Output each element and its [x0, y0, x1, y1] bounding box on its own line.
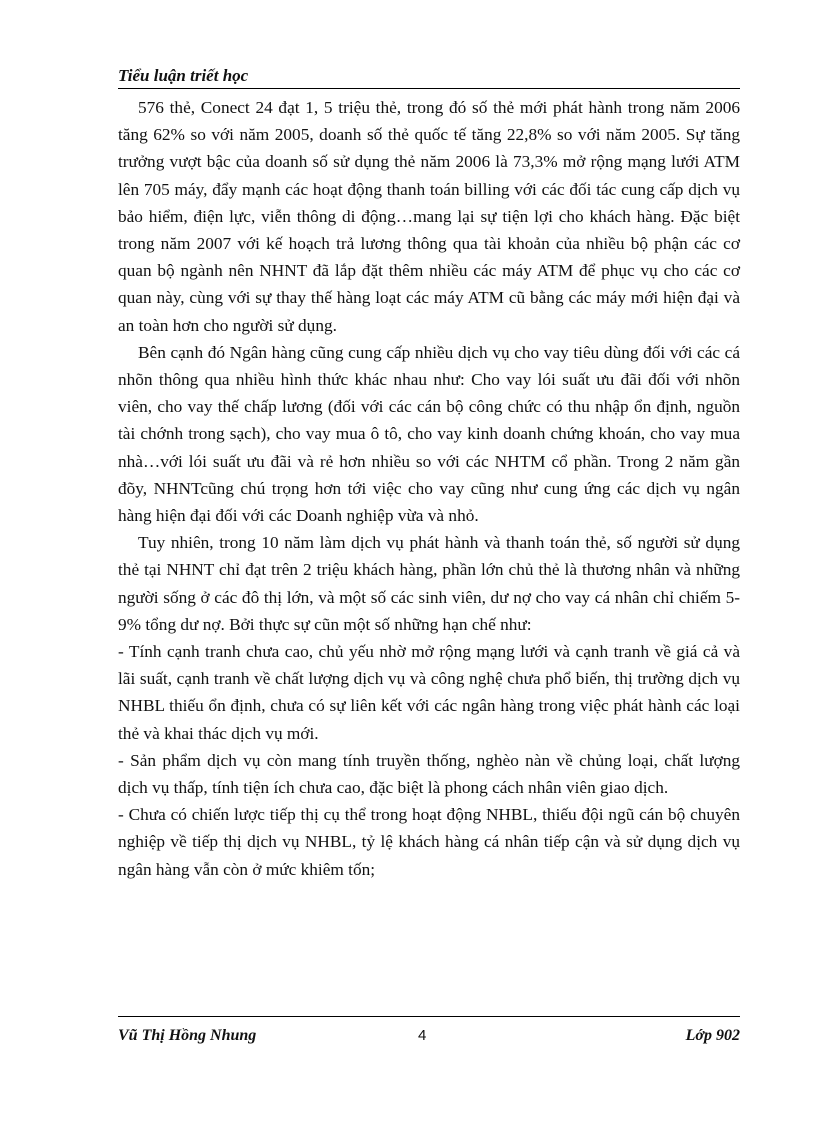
page-footer: [118, 1016, 740, 1047]
bullet-marketing: - Chưa có chiến lược tiếp thị cụ thể trong hoạt động NHBL, thiếu đội ngũ cán bộ chuyên nghiệp về tiếp thị dịch vụ NHBL, tỷ lệ khách hàng cá nhân tiếp cận và sử dụng dịch vụ ngân hàng vẫn còn ở mức khiêm tốn;: [118, 805, 740, 879]
footer-class-label: Lớp 902: [685, 1027, 740, 1044]
page-number: 4: [418, 1027, 427, 1044]
paragraph-limitations-intro: Tuy nhiên, trong 10 năm làm dịch vụ phát hành và thanh toán thẻ, số người sử dụng thẻ tại NHNT chỉ đạt trên 2 triệu khách hàng, phần lớn chủ thẻ là thương nhân và những người sống ở các đô thị lớn, và một số các sinh viên, dư nợ cho vay cá nhân chỉ chiếm 5-9% tổng dư nợ. Bởi thực sự cũn một số những hạn chế như:: [118, 533, 740, 634]
page-header: [118, 64, 740, 89]
paragraph-card-stats: 576 thẻ, Conect 24 đạt 1, 5 triệu thẻ, trong đó số thẻ mới phát hành trong năm 2006 tăng 62% so với năm 2005, doanh số thẻ quốc tế tăng 22,8% so với năm 2005. Sự tăng trưởng vượt bậc của doanh số sử dụng thẻ năm 2006 là 73,3% mở rộng mạng lưới ATM lên 705 máy, đẩy mạnh các hoạt động thanh toán billing với các đối tác cung cấp dịch vụ bảo hiểm, điện lực, viễn thông di động…mang lại sự tiện lợi cho khách hàng. Đặc biệt trong năm 2007 với kế hoạch trả lương thông qua tài khoản của nhiều bộ phận các cơ quan bộ ngành nên NHNT đã lắp đặt thêm nhiều các máy ATM để phục vụ cho các cơ quan này, cùng với sự thay thế hàng loạt các máy ATM cũ bằng các máy mới hiện đại và an toàn hơn cho người sử dụng.: [118, 98, 740, 335]
page-body: [118, 94, 740, 883]
bullet-products: - Sản phẩm dịch vụ còn mang tính truyền thống, nghèo nàn về chủng loại, chất lượng dịch vụ thấp, tính tiện ích chưa cao, đặc biệt là phong cách nhân viên giao dịch.: [118, 750, 740, 798]
header-title: Tiểu luận triết học: [118, 66, 249, 85]
footer-author: Vũ Thị Hồng Nhung: [118, 1027, 257, 1044]
bullet-competition: - Tính cạnh tranh chưa cao, chủ yếu nhờ mở rộng mạng lưới và cạnh tranh về giá cả và lãi suất, cạnh tranh về chất lượng dịch vụ và công nghệ chưa phổ biến, thị trường dịch vụ NHBL thiếu ổn định, chưa có sự liên kết với các ngân hàng trong việc phát hành các loại thẻ và khai thác dịch vụ mới.: [118, 642, 740, 743]
paragraph-consumer-loans: Bên cạnh đó Ngân hàng cũng cung cấp nhiều dịch vụ cho vay tiêu dùng đối với các cá nhõn thông qua nhiều hình thức khác nhau như: Cho vay lói suất ưu đãi đối với nhõn viên, cho vay thế chấp lương (đối với các cán bộ công chức có thu nhập ổn định, nguồn tài chớnh trong sạch), cho vay mua ô tô, cho vay kinh doanh chứng khoán, cho vay mua nhà…với lói suất ưu đãi và rẻ hơn nhiều so với các NHTM cổ phần. Trong 2 năm gần đõy, NHNTcũng chú trọng hơn tới việc cho vay cũng như cung ứng các dịch vụ ngân hàng hiện đại đối với các Doanh nghiệp vừa và nhỏ.: [118, 342, 740, 526]
